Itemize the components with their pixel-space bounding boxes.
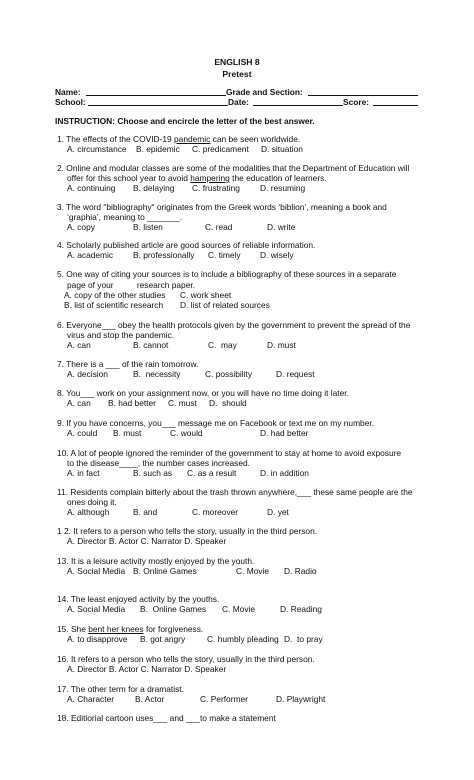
- question-2-cont: offer for this school year to avoid hampering the education of learners.: [67, 173, 327, 183]
- question-5: 5. One way of citing your sources is to include a bibliography of these sources in a separate: [57, 269, 397, 279]
- q5-option-a[interactable]: A. copy of the other studies: [64, 290, 166, 300]
- q15-option-d[interactable]: D. to pray: [284, 634, 323, 644]
- question-4: 4. Scholarly published article are good sources of reliable information.: [57, 240, 316, 250]
- question-15: 15. She bent her knees for forgiveness.: [57, 624, 204, 634]
- score-label: Score:: [343, 97, 370, 107]
- question-9: 9. If you have concerns, you___ message me on Facebook or text me on my number.: [57, 418, 375, 428]
- q5-option-d[interactable]: D. list of related sources: [180, 300, 270, 310]
- q11-option-a[interactable]: A. although: [67, 507, 110, 517]
- question-6: 6. Everyone___ obey the health protocols given by the government to prevent the spread of the: [57, 320, 411, 330]
- question-10: 10. A lot of people ignored the reminder of the government to stay at home to avoid exposure: [57, 448, 402, 458]
- q10-option-d[interactable]: D. in addition: [260, 468, 309, 478]
- q17-option-b[interactable]: B. Actor: [135, 694, 165, 704]
- q7-option-a[interactable]: A. decision: [67, 369, 108, 379]
- q6-option-c[interactable]: C. may: [208, 340, 237, 350]
- q4-option-b[interactable]: B. professionally: [133, 250, 195, 260]
- q1-option-c[interactable]: C. predicament: [192, 144, 249, 154]
- q11-option-c[interactable]: C. moreover: [192, 507, 239, 517]
- q2-option-b[interactable]: B. delaying: [133, 183, 175, 193]
- instruction-text: INSTRUCTION: Choose and encircle the letter of the best answer.: [55, 116, 315, 126]
- q15-option-c[interactable]: C. humbly pleading: [207, 634, 279, 644]
- date-label: Date:: [228, 97, 249, 107]
- q1-option-b[interactable]: B. epidemic: [136, 144, 180, 154]
- q17-option-d[interactable]: D. Playwright: [276, 694, 326, 704]
- q11-option-b[interactable]: B. and: [133, 507, 158, 517]
- q10-option-c[interactable]: C. as a result: [187, 468, 237, 478]
- q6-option-d[interactable]: D. must: [267, 340, 296, 350]
- q15-option-b[interactable]: B. got angry: [140, 634, 186, 644]
- question-10-cont: to the disease____, the number cases increased.: [67, 458, 250, 468]
- question-3-cont: ‘graphia’, meaning to _______.: [67, 212, 183, 222]
- question-13: 13. It is a leisure activity mostly enjoyed by the youth.: [57, 556, 255, 566]
- q9-option-c[interactable]: C. would: [170, 428, 203, 438]
- grade-section-blank[interactable]: [308, 95, 418, 96]
- question-11-cont: ones doing it.: [67, 497, 117, 507]
- school-label: School:: [55, 97, 86, 107]
- question-1: 1. The effects of the COVID-19 pandemic can be seen worldwide.: [57, 134, 301, 144]
- q3-option-b[interactable]: B. listen: [133, 222, 163, 232]
- q5-option-c[interactable]: C. work sheet: [180, 290, 232, 300]
- q17-option-a[interactable]: A. Character: [67, 694, 115, 704]
- q12-options[interactable]: A. Director B. Actor C. Narrator D. Speaker: [67, 536, 227, 546]
- q17-option-c[interactable]: C. Performer: [200, 694, 248, 704]
- question-16: 16. It refers to a person who tells the story, usually in the third person.: [57, 654, 315, 664]
- grade-section-label: Grade and Section:: [226, 87, 303, 97]
- name-label: Name:: [55, 87, 81, 97]
- q10-option-b[interactable]: B. such as: [133, 468, 173, 478]
- worksheet-title: ENGLISH 8: [214, 57, 260, 67]
- q15-option-a[interactable]: A. to disapprove: [67, 634, 128, 644]
- q7-option-d[interactable]: D. request: [276, 369, 315, 379]
- q2-option-c[interactable]: C. frustrating: [192, 183, 240, 193]
- q5-option-b[interactable]: B. list of scientific research: [64, 300, 164, 310]
- q4-option-a[interactable]: A. academic: [67, 250, 114, 260]
- question-3: 3. The word "bibliography" originates from the Greek words ‘biblion’, meaning a book and: [57, 202, 387, 212]
- question-12: 1 2. It refers to a person who tells the story, usually in the third person.: [57, 526, 318, 536]
- q13-option-c[interactable]: C. Movie: [236, 566, 270, 576]
- date-blank[interactable]: [253, 105, 343, 106]
- worksheet-subtitle: Pretest: [222, 69, 252, 79]
- question-11: 11. Residents complain bitterly about the trash thrown anywhere,___ these same people are the: [57, 487, 413, 497]
- q8-option-c[interactable]: C. must: [168, 398, 197, 408]
- score-blank[interactable]: [373, 105, 418, 106]
- name-blank[interactable]: [86, 95, 226, 96]
- question-14: 14. The least enjoyed activity by the youths.: [57, 594, 220, 604]
- q6-option-a[interactable]: A. can: [67, 340, 91, 350]
- q10-option-a[interactable]: A. in fact: [67, 468, 100, 478]
- q9-option-a[interactable]: A. could: [67, 428, 98, 438]
- school-blank[interactable]: [88, 105, 228, 106]
- q2-option-d[interactable]: D. resuming: [260, 183, 306, 193]
- q1-option-a[interactable]: A. circumstance: [67, 144, 127, 154]
- question-2: 2. Online and modular classes are some of the modalities that the Department of Education will: [57, 163, 410, 173]
- q8-option-b[interactable]: B. had better: [108, 398, 156, 408]
- q13-option-a[interactable]: A. Social Media: [67, 566, 126, 576]
- q11-option-d[interactable]: D. yet: [267, 507, 289, 517]
- underlined-word: pandemic: [174, 134, 211, 144]
- q3-option-d[interactable]: D. write: [267, 222, 296, 232]
- q9-option-b[interactable]: B. must: [113, 428, 142, 438]
- q14-option-d[interactable]: D. Reading: [280, 604, 322, 614]
- underlined-word: hampering: [190, 173, 230, 183]
- q13-option-d[interactable]: D. Radio: [284, 566, 317, 576]
- question-18: 18. Editiorial cartoon uses___ and ___to make a statement: [57, 713, 276, 723]
- question-6-cont: virus and stop the pandemic.: [67, 330, 175, 340]
- q6-option-b[interactable]: B. cannot: [133, 340, 169, 350]
- q14-option-a[interactable]: A. Social Media: [67, 604, 126, 614]
- q9-option-d[interactable]: D. had better: [260, 428, 309, 438]
- q1-option-d[interactable]: D. situation: [261, 144, 303, 154]
- q3-option-a[interactable]: A. copy: [67, 222, 95, 232]
- question-8: 8. You___ work on your assignment now, or you will have no time doing it later.: [57, 388, 349, 398]
- q4-option-d[interactable]: D. wisely: [260, 250, 294, 260]
- q16-options[interactable]: A. Director B. Actor C. Narrator D. Speaker: [67, 664, 227, 674]
- q13-option-b[interactable]: B. Online Games: [133, 566, 197, 576]
- q7-option-c[interactable]: C. possibility: [205, 369, 253, 379]
- question-7: 7. There is a ___ of the rain tomorrow.: [57, 359, 199, 369]
- q2-option-a[interactable]: A. continuing: [67, 183, 116, 193]
- q14-option-b[interactable]: B. Online Games: [140, 604, 207, 614]
- q14-option-c[interactable]: C. Movie: [222, 604, 256, 614]
- q8-option-d[interactable]: D. should: [209, 398, 247, 408]
- underlined-phrase: bent her knees: [88, 624, 144, 634]
- question-5-cont: page of your research paper.: [67, 280, 196, 290]
- q3-option-c[interactable]: C. read: [205, 222, 233, 232]
- question-17: 17. The other term for a dramatist.: [57, 684, 184, 694]
- q4-option-c[interactable]: C. timely: [208, 250, 241, 260]
- q7-option-b[interactable]: B. necessity: [133, 369, 181, 379]
- q8-option-a[interactable]: A. can: [67, 398, 91, 408]
